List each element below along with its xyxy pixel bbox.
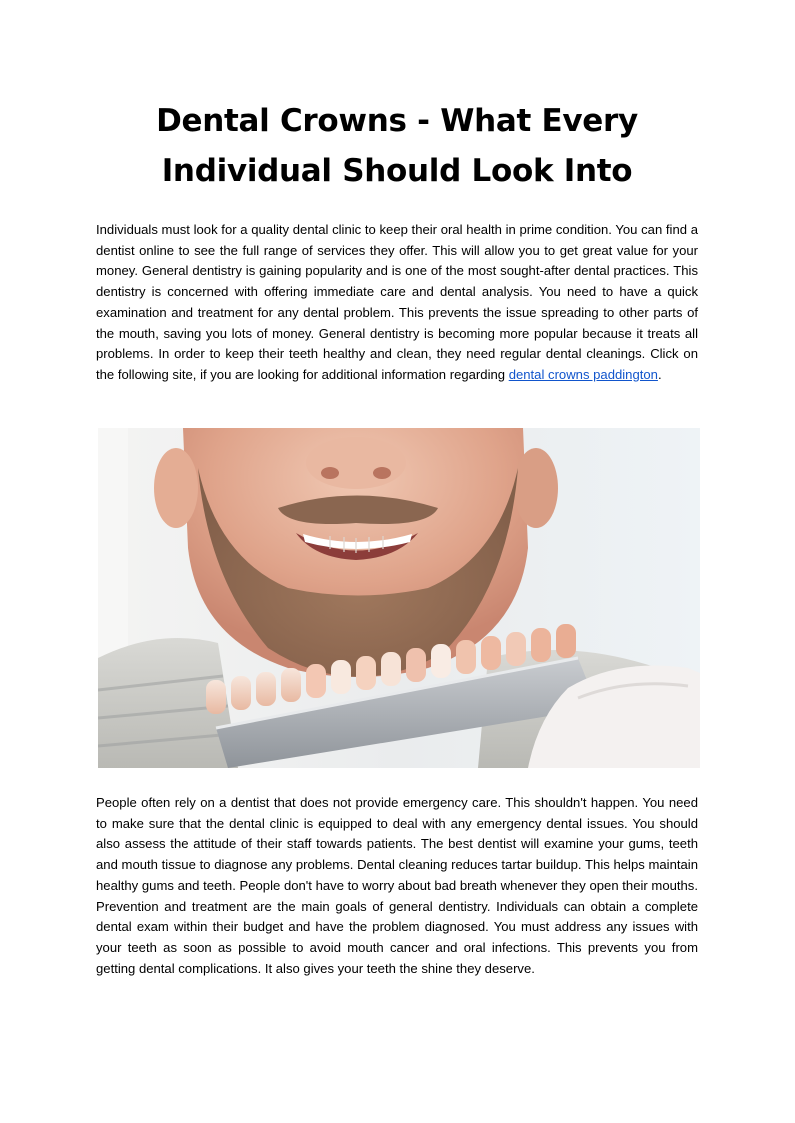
page-title: Dental Crowns - What Every Individual Should Look Into xyxy=(156,103,638,189)
paragraph-emergency-care: People often rely on a dentist that does not provide emergency care. This shouldn't happen. You need to make sure that the dental clinic is equipped to deal with any emergency dental issues. You should also assess the attitude of their staff towards patients. The best dentist will examine your gums, teeth and mouth tissue to diagnose any problems. Dental cleaning reduces tartar buildup. This helps maintain healthy gums and teeth. People don't have to worry about bad breath whenever they open their mouths. Prevention and treatment are the main goals of general dentistry. Individuals can obtain a complete dental exam within their budget and have the problem diagnosed. You must address any issues with your teeth as soon as possible to avoid mouth cancer and oral infections. This prevents you from getting dental complications. It also gives your teeth the shine they deserve. xyxy=(96,795,698,976)
smile-shade-guide-photo xyxy=(98,428,700,768)
paragraph-intro xyxy=(96,220,698,386)
paragraph-intro-text: Individuals must look for a quality dental clinic to keep their oral health in prime condition. You can find a dentist online to see the full range of services they offer. This will allow you to get great value for your money. General dentistry is gaining popularity and is one of the most sought-after dental practices. This dentistry is concerned with offering immediate care and dental analysis. You need to have a quick examination and treatment for any dental problem. This prevents the issue spreading to other parts of the mouth, saving you lots of money. General dentistry is becoming more popular because it treats all problems. In order to keep their teeth healthy and clean, they need regular dental cleanings. Click on the following site, if you are looking for additional information regarding xyxy=(96,222,698,382)
dental-crowns-link[interactable]: dental crowns paddington xyxy=(508,366,658,382)
paragraph-intro-end: . xyxy=(657,366,662,382)
